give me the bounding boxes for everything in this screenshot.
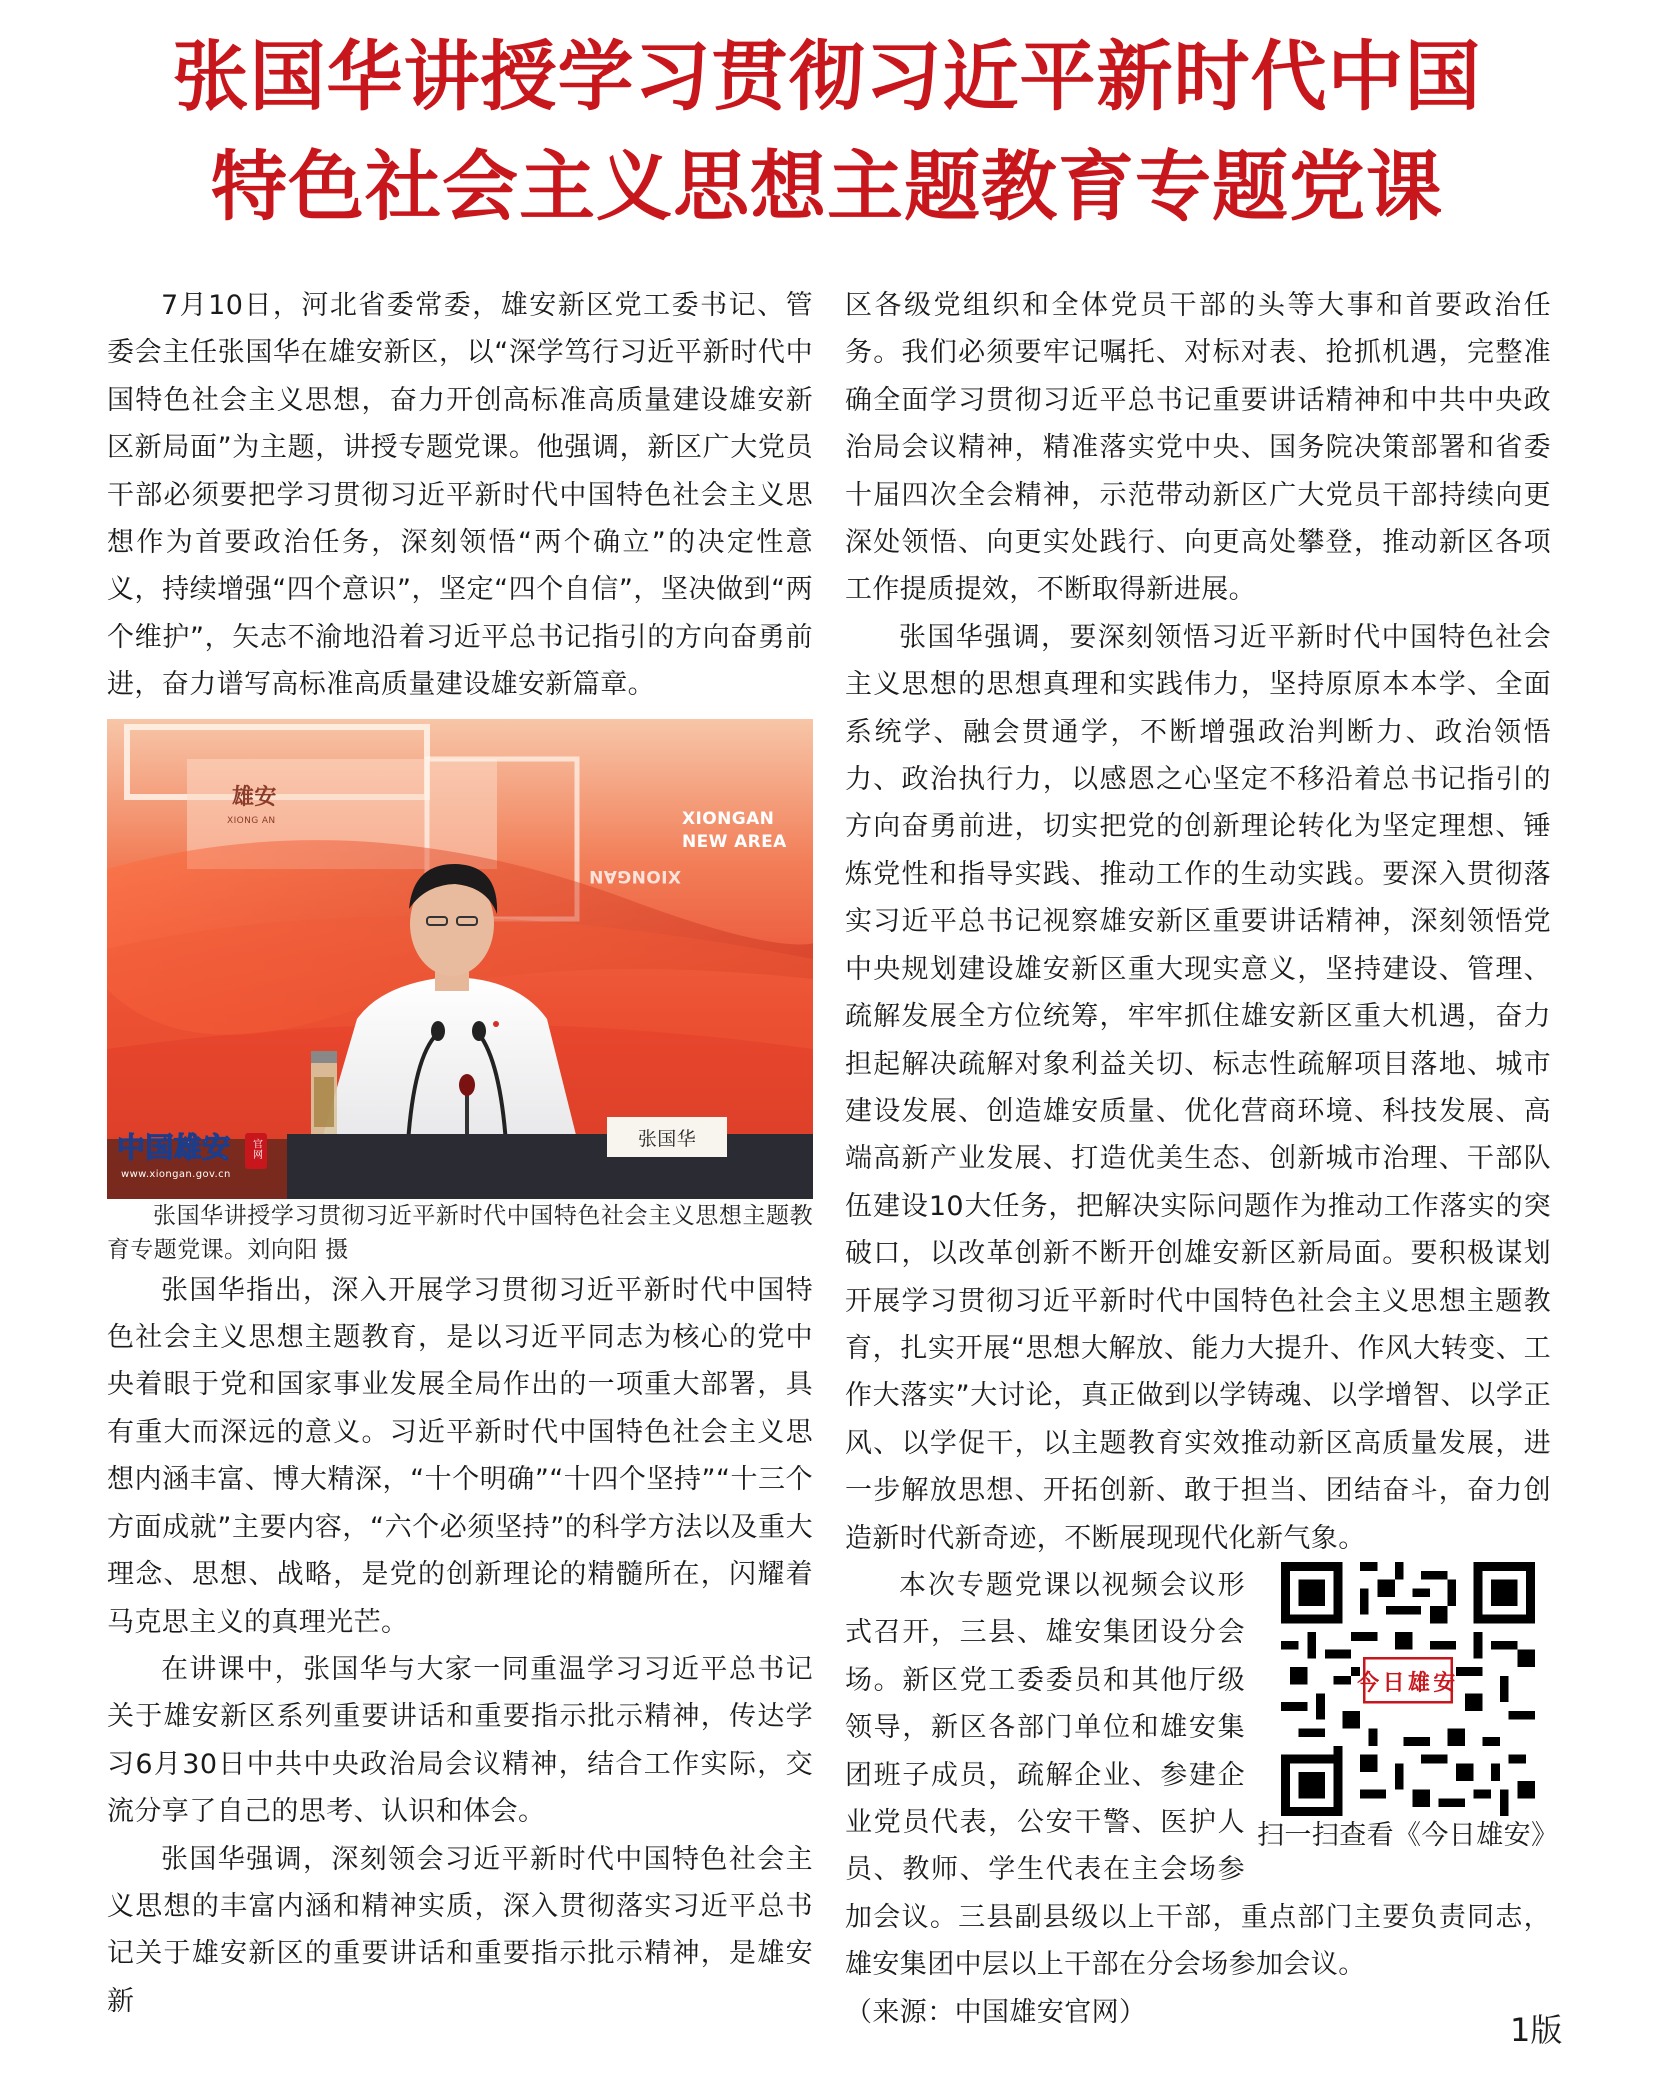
paragraph-6: 本次专题党课以视频会议形式召开，三县、雄安集团设分会场。新区党工委委员和其他厅级领导，新区各部门单位和雄安集团班子成员，疏解企业、参建企业党员代表，公安干警、医护人员、教师、学生代表在主会场参加会议。三县副县级以上干部，重点部门主要负责同志，雄安集团中层以上干部在分会场参加会议。 [845,1569,1551,1981]
paragraph-intro: 7月10日，河北省委常委，雄安新区党工委书记、管委会主任张国华在雄安新区，以“深学笃行习近平新时代中国特色社会主义思想，奋力开创高标准高质量建设雄安新区新局面”为主题，讲授专题党课。他强调，新区广大党员干部必须要把学习贯彻习近平新时代中国特色社会主义思想作为首要政治任务，深刻领悟“两个确立”的决定性意义，持续增强“四个意识”，坚定“四个自信”，坚决做到“两个维护”，矢志不渝地沿着习近平总书记指引的方向奋勇前进，奋力谱写高标准高质量建设雄安新篇章。 [107,290,813,701]
qr-block [1257,1562,1557,1856]
article-column-left [107,282,813,2025]
paragraph-5: 张国华强调，要深刻领悟习近平新时代中国特色社会主义思想的思想真理和实践伟力，坚持原原本本学、全面系统学、融会贯通学，不断增强政治判断力、政治领悟力、政治执行力，以感恩之心坚定不移沿着总书记指引的方向奋勇前进，切实把党的创新理论转化为坚定理想、锤炼党性和指导实践、推动工作的生动实践。要深入贯彻落实习近平总书记视察雄安新区重要讲话精神，深刻领悟党中央规划建设雄安新区重大现实意义，坚持建设、管理、疏解发展全方位统筹，牢牢抓住雄安新区重大机遇，奋力担起解决疏解对象利益关切、标志性疏解项目落地、城市建设发展、创造雄安质量、优化营商环境、科技发展、高端高新产业发展、打造优美生态、创新城市治理、干部队伍建设10大任务，把解决实际问题作为推动工作落实的突破口，以改革创新不断开创雄安新区新局面。要积极谋划开展学习贯彻习近平新时代中国特色社会主义思想主题教育，扎实开展“思想大解放、能力大提升、作风大转变、工作大落实”大讨论，真正做到以学铸魂、以学增智、以学正风、以学促干，以主题教育实效推动新区高质量发展，进一步解放思想、开拓创新、敢于担当、团结奋斗，奋力创造新时代新奇迹，不断展现现代化新气象。 [845,621,1551,1554]
qr-caption: 扫一扫查看《今日雄安》 [1257,1819,1559,1851]
backdrop-en-small: XIONG AN [227,815,276,826]
watermark-url: www.xiongan.gov.cn [121,1168,231,1180]
headline-line-1: 张国华讲授学习贯彻习近平新时代中国 [172,32,1482,121]
watermark-logo: 中国雄安 [117,1130,231,1164]
paragraph-3: 在讲课中，张国华与大家一同重温学习习近平总书记关于雄安新区系列重要讲话和重要指示批示精神，传达学习6月30日中共中央政治局会议精神，结合工作实际，交流分享了自己的思考、认识和体会。 [107,1653,813,1828]
qr-logo-text: 今日雄安 [1357,1669,1459,1696]
paragraph-4-continued: 区各级党组织和全体党员干部的头等大事和首要政治任务。我们必须要牢记嘱托、对标对表、抢抓机遇，完整准确全面学习贯彻习近平总书记重要讲话精神和中共中央政治局会议精神，精准落实党中央、国务院决策部署和省委十届四次全会精神，示范带动新区广大党员干部持续向更深处领悟、向更实处践行、向更高处攀登，推动新区各项工作提质提效，不断取得新进展。 [845,290,1551,606]
news-photo [107,719,813,1199]
watermark-badge: 官网 [250,1138,262,1160]
news-photo-illustration [107,719,813,1199]
svg-text:XIONGAN: XIONGAN [588,865,681,886]
headline-line-2: 特色社会主义思想主题教育专题党课 [211,142,1443,231]
qr-code[interactable] [1281,1562,1535,1816]
paragraph-2: 张国华指出，深入开展学习贯彻习近平新时代中国特色社会主义思想主题教育，是以习近平同志为核心的党中央着眼于党和国家事业发展全局作出的一项重大部署，具有重大而深远的意义。习近平新时代中国特色社会主义思想内涵丰富、博大精深，“十个明确”“十四个坚持”“十三个方面成就”主要内容，“六个必须坚持”的科学方法以及重大理念、思想、战略，是党的创新理论的精髓所在，闪耀着马克思主义的真理光芒。 [107,1274,813,1638]
photo-caption: 张国华讲授学习贯彻习近平新时代中国特色社会主义思想主题教育专题党课。刘向阳 摄 [107,1202,813,1263]
backdrop-en-line-2: NEW AREA [682,831,787,852]
backdrop-cn-text: 雄安 [232,783,277,810]
headline [0,22,1654,242]
backdrop-en-line-1: XIONGAN [682,808,775,829]
article-column-right [845,282,1559,2036]
nameplate-text: 张国华 [637,1127,697,1150]
page-number: 1版 [1510,2011,1563,2049]
paragraph-4-start: 张国华强调，深刻领会习近平新时代中国特色社会主义思想的丰富内涵和精神实质，深入贯彻落实习近平总书记关于雄安新区的重要讲话和重要指示批示精神，是雄安新 [107,1843,813,2017]
source-credit: （来源：中国雄安官网） [845,1996,1147,2028]
